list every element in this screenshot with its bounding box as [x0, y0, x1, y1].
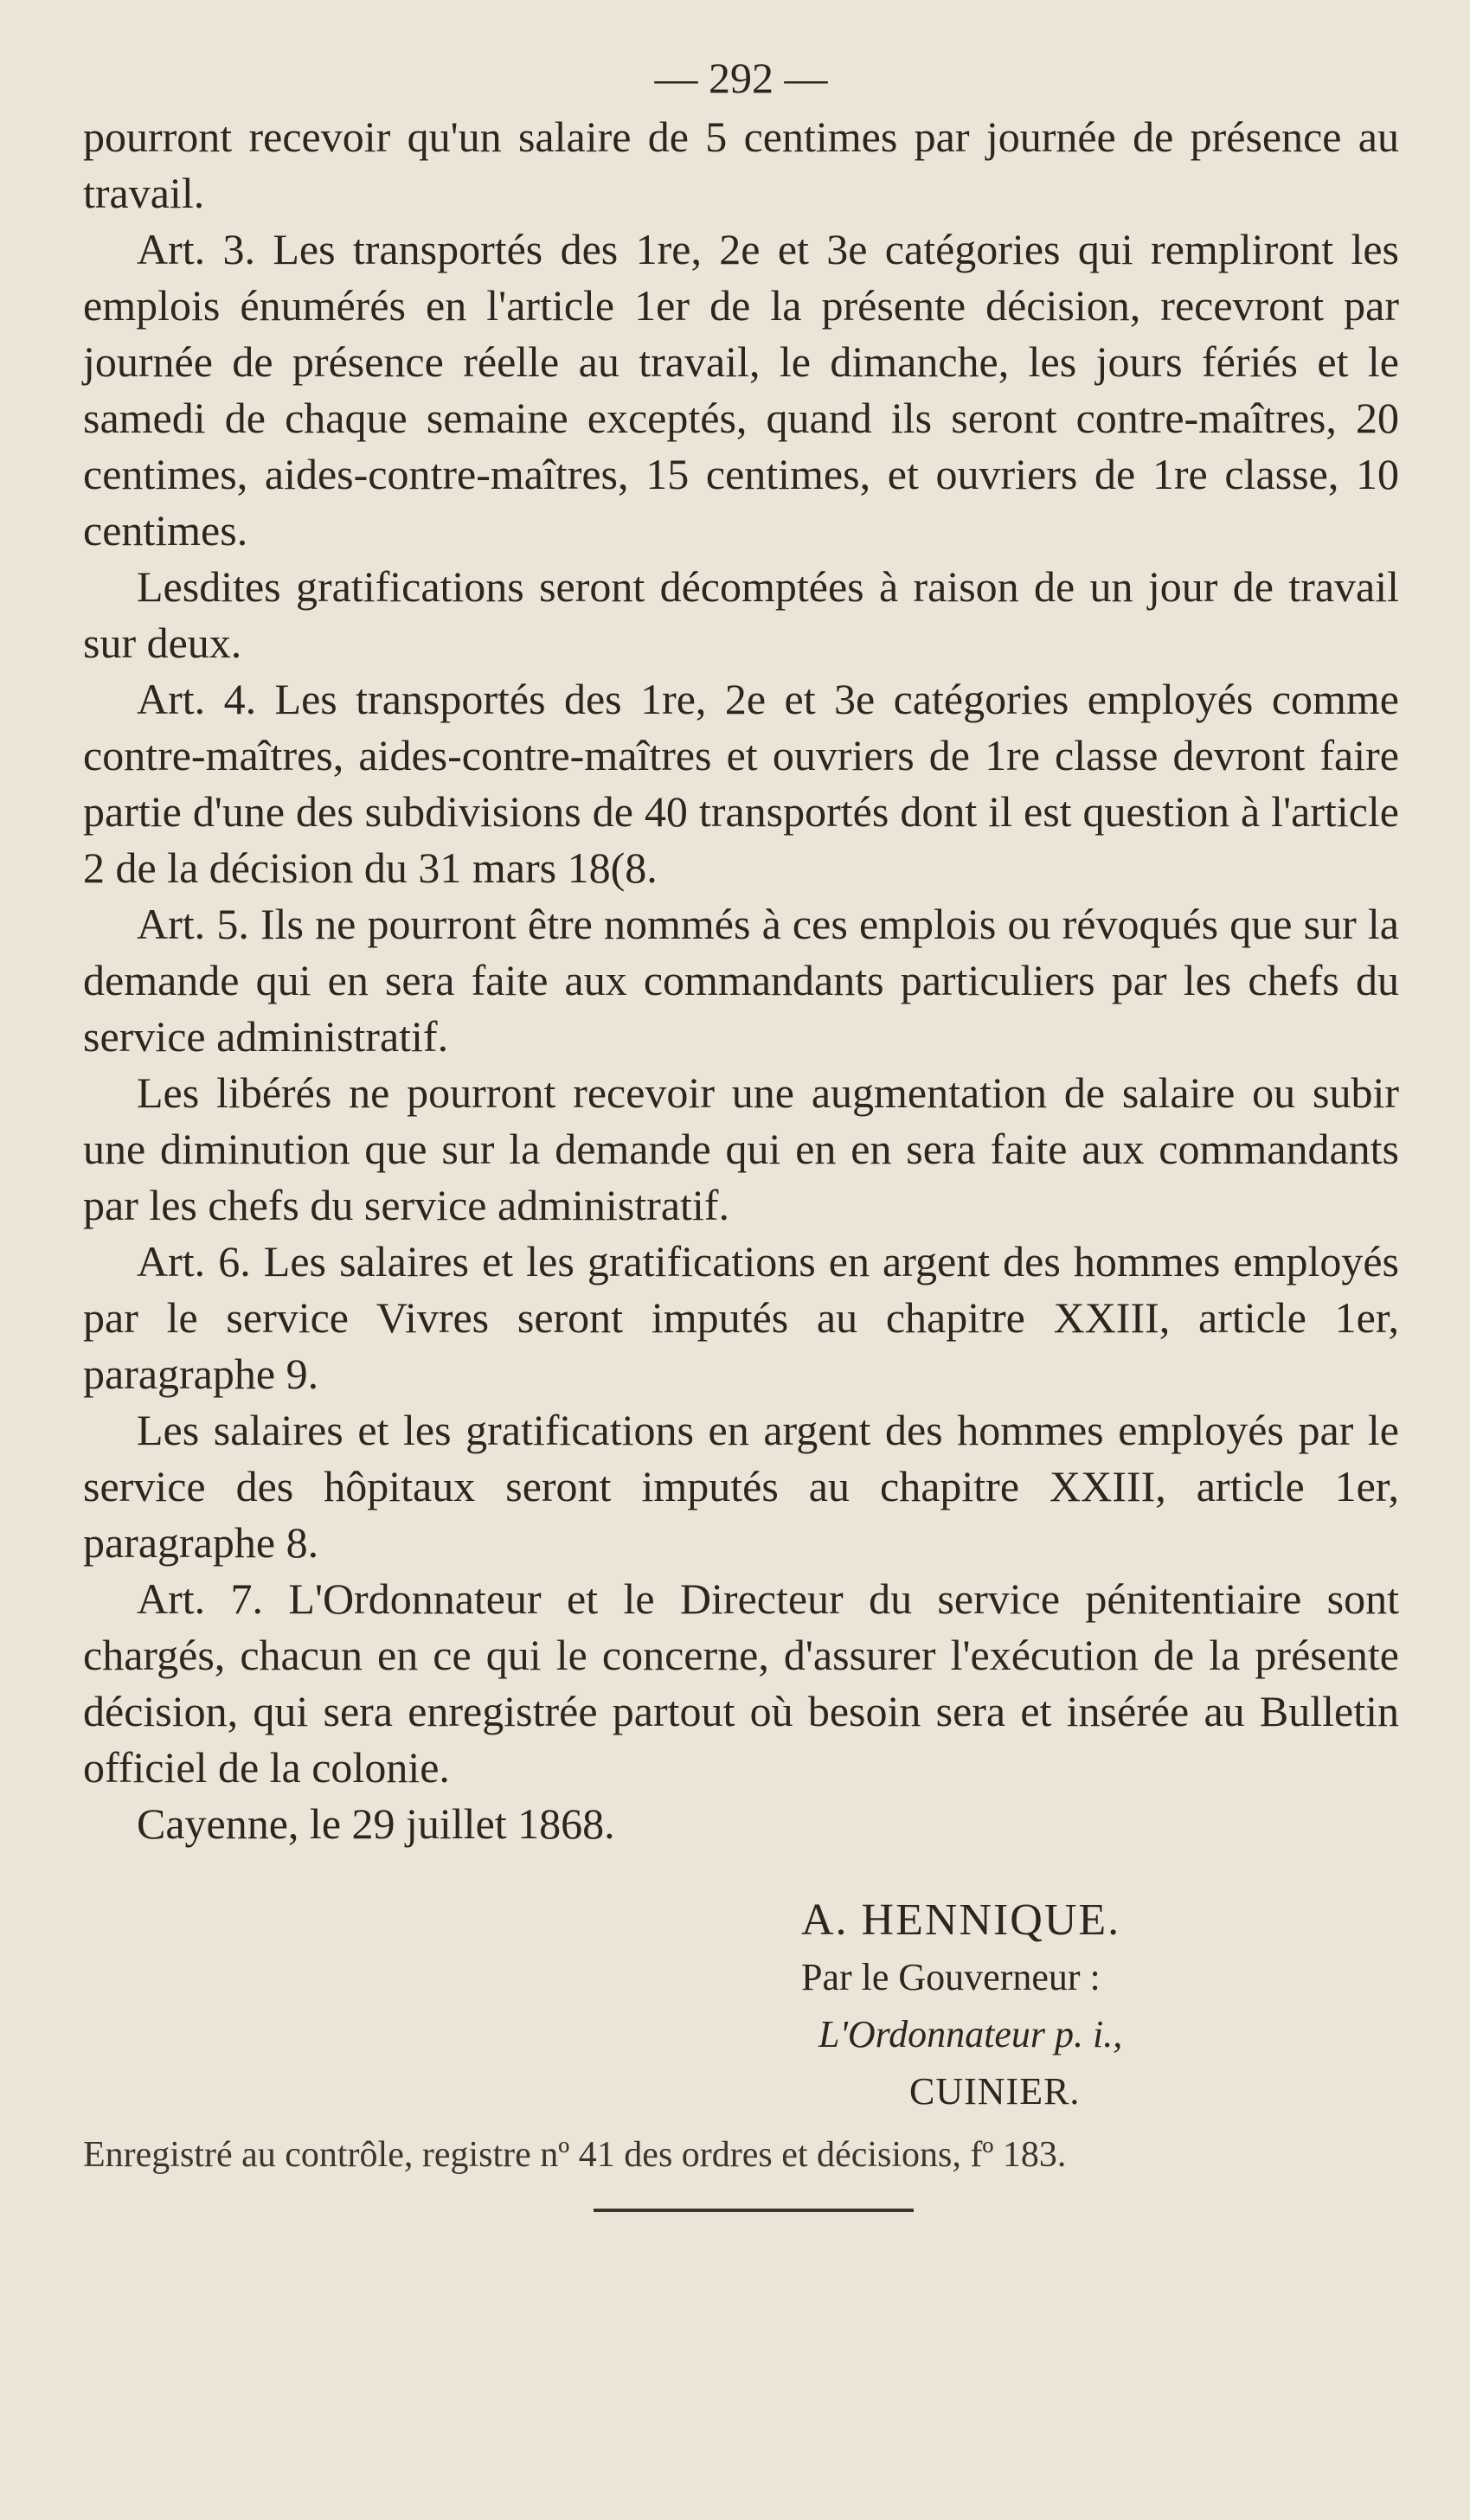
signatory-ordonnateur: L'Ordonnateur p. i., — [818, 2013, 1123, 2055]
registration-note: Enregistré au contrôle, registre nº 41 des ordres et décisions, fº 183. — [83, 2135, 1067, 2175]
paragraph-article-5: Art. 5. Ils ne pourront être nommés à ces emplois ou révoqués que sur la demande qui en sera faite aux commandants particuliers par les chefs du service administratif. — [83, 900, 1399, 1061]
place-date: Cayenne, le 29 juillet 1868. — [137, 1799, 615, 1848]
paragraph-article-6: Art. 6. Les salaires et les gratifications en argent des hommes employés par le service Vivres seront imputés au chapitre XXIII, article 1er, paragraphe 9. — [83, 1237, 1399, 1398]
paragraph-hopitaux: Les salaires et les gratifications en argent des hommes employés par le service des hôpitaux seront imputés au chapitre XXIII, article 1er, paragraphe 8. — [83, 1406, 1399, 1567]
signature-block — [83, 1892, 1399, 2120]
signatory-par: Par le Gouverneur : — [801, 1956, 1101, 1998]
paragraph-article-4: Art. 4. Les transportés des 1re, 2e et 3e catégories employés comme contre-maîtres, aides-contre-maîtres et ouvriers de 1re classe devront faire partie d'une des subdivisions de 40 transportés dont il est question à l'article 2 de la décision du 31 mars 18(8. — [83, 675, 1399, 892]
paragraph-continuation: pourront recevoir qu'un salaire de 5 centimes par journée de présence au travail. — [83, 112, 1399, 217]
signatory-name: A. HENNIQUE. — [801, 1895, 1121, 1945]
closing-rule — [594, 2209, 914, 2212]
body-text — [83, 109, 1399, 1852]
signatory-cuinier: CUINIER. — [909, 2070, 1081, 2113]
page-number: — 292 — — [654, 54, 828, 102]
paragraph-article-3: Art. 3. Les transportés des 1re, 2e et 3e catégories qui rempliront les emplois énumérés en l'article 1er de la présente décision, recevront par journée de présence réelle au travail, le dimanche, les jours fériés et le samedi de chaque semaine exceptés, quand ils seront contre-maîtres, 20 centimes, aides-contre-maîtres, 15 centimes, et ouvriers de 1re classe, 10 centimes. — [83, 225, 1399, 555]
paragraph-gratifications: Lesdites gratifications seront décomptées à raison de un jour de travail sur deux. — [83, 562, 1399, 667]
paragraph-article-7: Art. 7. L'Ordonnateur et le Directeur du service pénitentiaire sont chargés, chacun en ce qui le concerne, d'assurer l'exécution de la présente décision, qui sera enregistrée partout où besoin sera et insérée au Bulletin officiel de la colonie. — [83, 1574, 1399, 1792]
paragraph-liberes: Les libérés ne pourront recevoir une augmentation de salaire ou subir une diminution que sur la demande qui en en sera faite aux commandants par les chefs du service administratif. — [83, 1068, 1399, 1229]
